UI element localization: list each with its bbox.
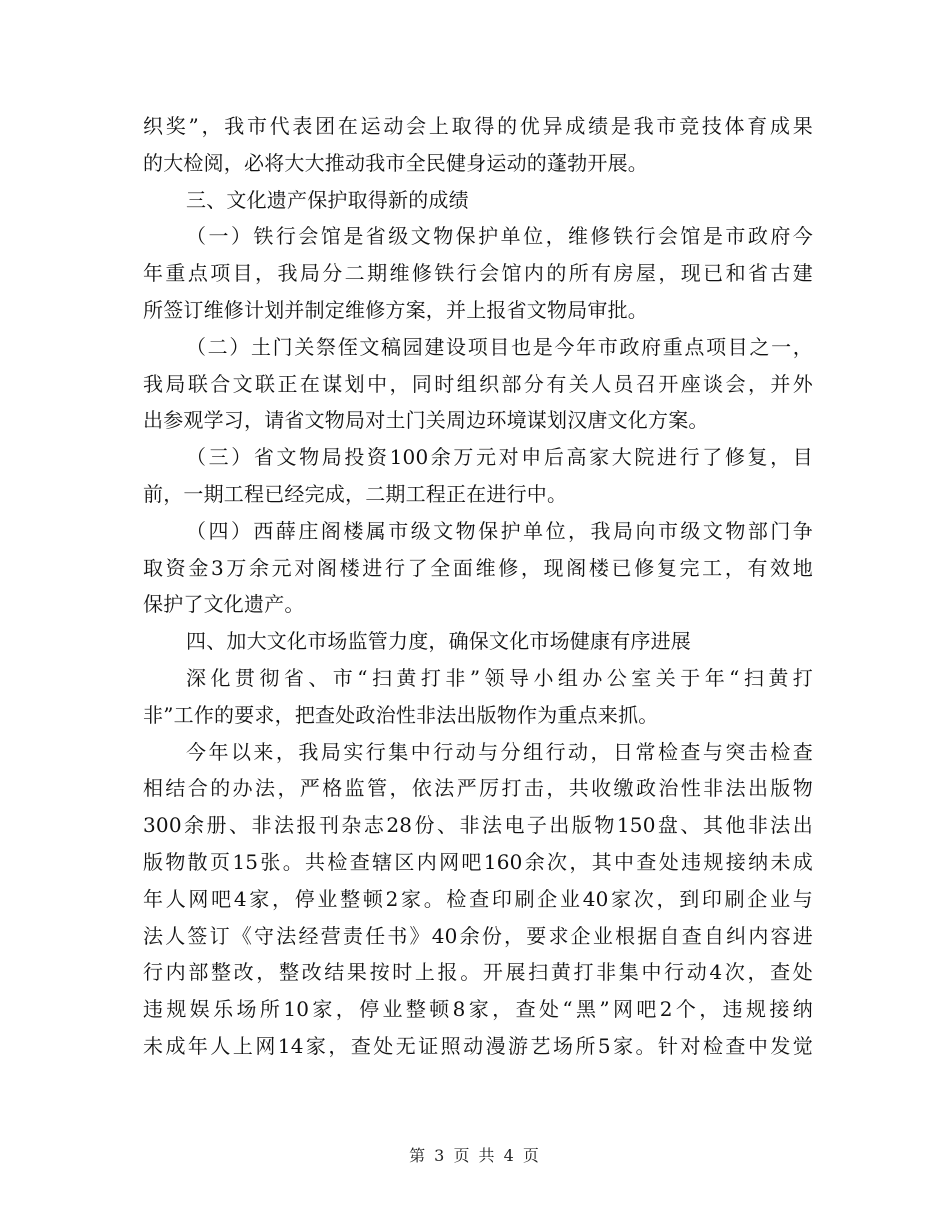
text-line: 所签订维修计划并制定维修方案，并上报省文物局审批。 [143,297,648,322]
page-number-footer: 第 3 页 共 4 页 [409,1146,541,1165]
text-line: 法人签订《守法经营责任书》40余份，要求企业根据自查自纠内容进 [143,923,813,948]
section-heading: 三、文化遗产保护取得新的成绩 [186,187,469,212]
text-line: 前，一期工程已经完成，二期工程正在进行中。 [143,481,568,506]
text-line: 年重点项目，我局分二期维修铁行会馆内的所有房屋，现已和省古建 [143,261,813,286]
text-line: 违规娱乐场所10家，停业整顿8家，查处“黑”网吧2个，违规接纳 [143,997,813,1022]
text-line: 的大检阅，必将大大推动我市全民健身运动的蓬勃开展。 [143,150,648,175]
text-line: 相结合的办法，严格监管，依法严厉打击，共收缴政治性非法出版物 [143,776,813,801]
text-line: 年人网吧4家，停业整顿2家。检查印刷企业40家次，到印刷企业与 [143,886,813,911]
text-line: （四）西薛庄阁楼属市级文物保护单位，我局向市级文物部门争 [186,518,813,543]
text-line: 织奖”，我市代表团在运动会上取得的优异成绩是我市竞技体育成果 [143,114,813,138]
text-line: （三）省文物局投资100余万元对申后高家大院进行了修复，目 [186,445,813,470]
text-line: （一）铁行会馆是省级文物保护单位，维修铁行会馆是市政府今 [186,224,813,249]
text-line: 版物散页15张。共检查辖区内网吧160余次，其中查处违规接纳未成 [143,849,813,874]
text-line: 出参观学习，请省文物局对土门关周边环境谋划汉唐文化方案。 [143,408,709,433]
document-body [143,108,813,1065]
text-line: 行内部整改，整改结果按时上报。开展扫黄打非集中行动4次，查处 [143,960,813,985]
text-line: 保护了文化遗产。 [143,592,305,617]
text-line: 今年以来，我局实行集中行动与分组行动，日常检查与突击检查 [186,739,813,764]
text-line: 300余册、非法报刊杂志28份、非法电子出版物150盘、其他非法出 [143,813,813,838]
text-line: （二）土门关祭侄文稿园建设项目也是今年市政府重点项目之一， [186,334,813,359]
text-line: 非”工作的要求，把查处政治性非法出版物作为重点来抓。 [143,702,659,727]
text-line: 未成年人上网14家，查处无证照动漫游艺场所5家。针对检查中发觉 [143,1033,813,1058]
text-line: 深化贯彻省、市“扫黄打非”领导小组办公室关于年“扫黄打 [186,665,813,690]
text-line: 我局联合文联正在谋划中，同时组织部分有关人员召开座谈会，并外 [143,371,813,396]
text-line: 取资金3万余元对阁楼进行了全面维修，现阁楼已修复完工，有效地 [143,555,813,580]
section-heading: 四、加大文化市场监管力度，确保文化市场健康有序进展 [186,629,691,654]
